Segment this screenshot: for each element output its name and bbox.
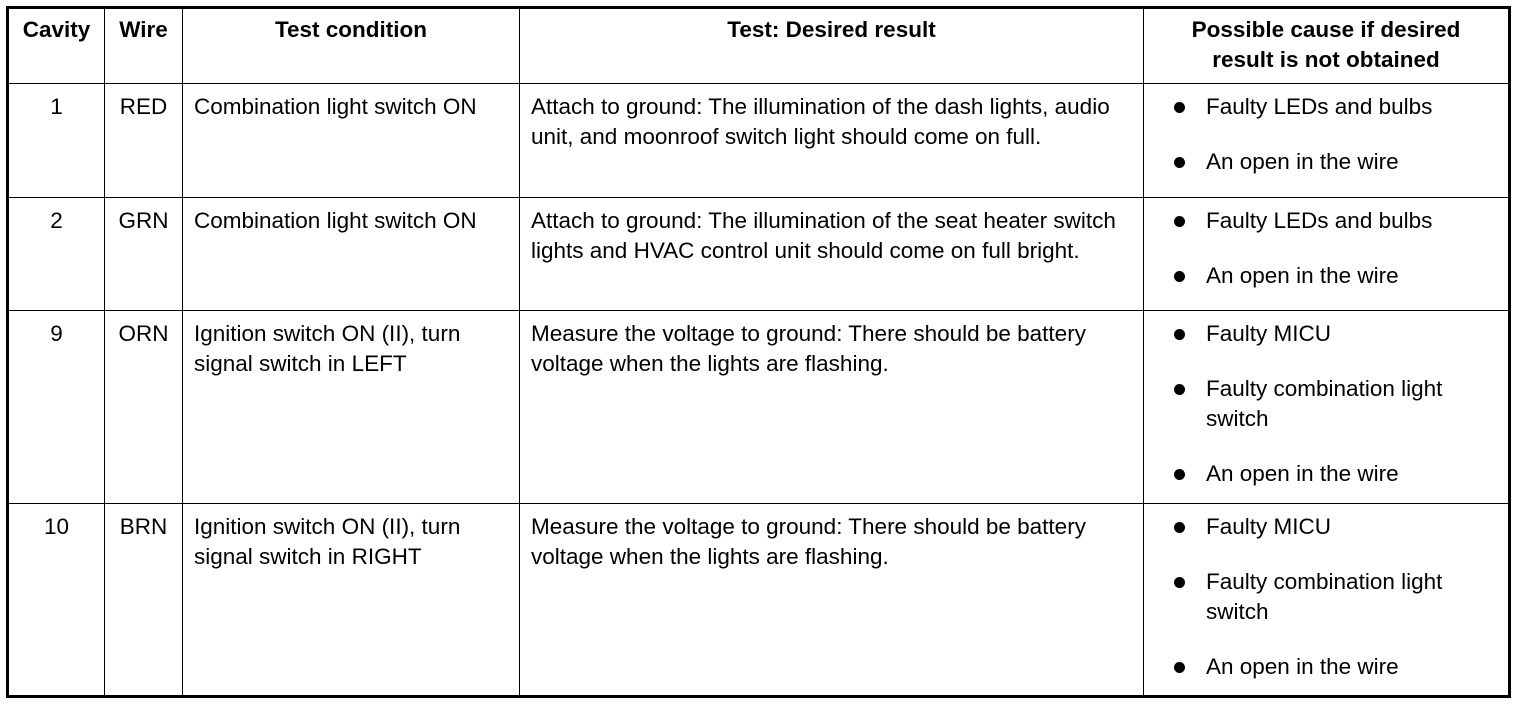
bullet-icon [1174, 102, 1185, 113]
table-row [8, 198, 1510, 311]
cause-list [1144, 319, 1508, 489]
cause-text: Faulty combination light switch [1206, 569, 1443, 624]
cause-text: An open in the wire [1206, 263, 1399, 288]
bullet-icon [1174, 329, 1185, 340]
table-row [8, 84, 1510, 198]
desired-result-cell: Measure the voltage to ground: There should be battery voltage when the lights are flashing. [520, 504, 1144, 697]
cause-text: An open in the wire [1206, 461, 1399, 486]
wire-cell: GRN [105, 198, 183, 311]
bullet-icon [1174, 271, 1185, 282]
cause-text: Faulty combination light switch [1206, 376, 1443, 431]
possible-cause-cell [1144, 84, 1510, 198]
cause-list [1144, 92, 1508, 177]
possible-cause-cell [1144, 198, 1510, 311]
header-desired-result: Test: Desired result [520, 8, 1144, 84]
possible-cause-cell [1144, 504, 1510, 697]
desired-result-cell: Attach to ground: The illumination of the seat heater switch lights and HVAC control unit should come on full bright. [520, 198, 1144, 311]
cause-item [1170, 319, 1508, 349]
test-condition-cell: Combination light switch ON [183, 84, 520, 198]
wire-cell: BRN [105, 504, 183, 697]
cause-item [1170, 206, 1508, 236]
test-condition-cell: Ignition switch ON (II), turn signal switch in RIGHT [183, 504, 520, 697]
header-possible-cause: Possible cause if desired result is not obtained [1144, 8, 1510, 84]
cavity-cell: 2 [8, 198, 105, 311]
cause-item [1170, 652, 1508, 682]
wire-cell: ORN [105, 311, 183, 504]
bullet-icon [1174, 577, 1185, 588]
cause-item [1170, 512, 1508, 542]
table-row [8, 504, 1510, 697]
cause-item [1170, 567, 1508, 627]
cause-text: Faulty LEDs and bulbs [1206, 94, 1433, 119]
header-wire: Wire [105, 8, 183, 84]
cause-text: Faulty MICU [1206, 514, 1332, 539]
bullet-icon [1174, 469, 1185, 480]
bullet-icon [1174, 384, 1185, 395]
cause-text: Faulty MICU [1206, 321, 1332, 346]
header-test-condition: Test condition [183, 8, 520, 84]
cause-item [1170, 261, 1508, 291]
header-row [8, 8, 1510, 84]
cause-text: An open in the wire [1206, 149, 1399, 174]
cause-item [1170, 92, 1508, 122]
bullet-icon [1174, 157, 1185, 168]
cause-item [1170, 459, 1508, 489]
test-condition-cell: Combination light switch ON [183, 198, 520, 311]
cause-item [1170, 374, 1508, 434]
test-table [6, 6, 1511, 698]
cavity-cell: 9 [8, 311, 105, 504]
cause-text: Faulty LEDs and bulbs [1206, 208, 1433, 233]
table-row [8, 311, 1510, 504]
wire-cell: RED [105, 84, 183, 198]
desired-result-cell: Attach to ground: The illumination of the dash lights, audio unit, and moonroof switch light should come on full. [520, 84, 1144, 198]
cause-text: An open in the wire [1206, 654, 1399, 679]
cavity-cell: 10 [8, 504, 105, 697]
bullet-icon [1174, 522, 1185, 533]
test-condition-cell: Ignition switch ON (II), turn signal switch in LEFT [183, 311, 520, 504]
header-cavity: Cavity [8, 8, 105, 84]
possible-cause-cell [1144, 311, 1510, 504]
desired-result-cell: Measure the voltage to ground: There should be battery voltage when the lights are flashing. [520, 311, 1144, 504]
cavity-cell: 1 [8, 84, 105, 198]
bullet-icon [1174, 216, 1185, 227]
cause-list [1144, 512, 1508, 682]
cause-list [1144, 206, 1508, 291]
cause-item [1170, 147, 1508, 177]
bullet-icon [1174, 662, 1185, 673]
